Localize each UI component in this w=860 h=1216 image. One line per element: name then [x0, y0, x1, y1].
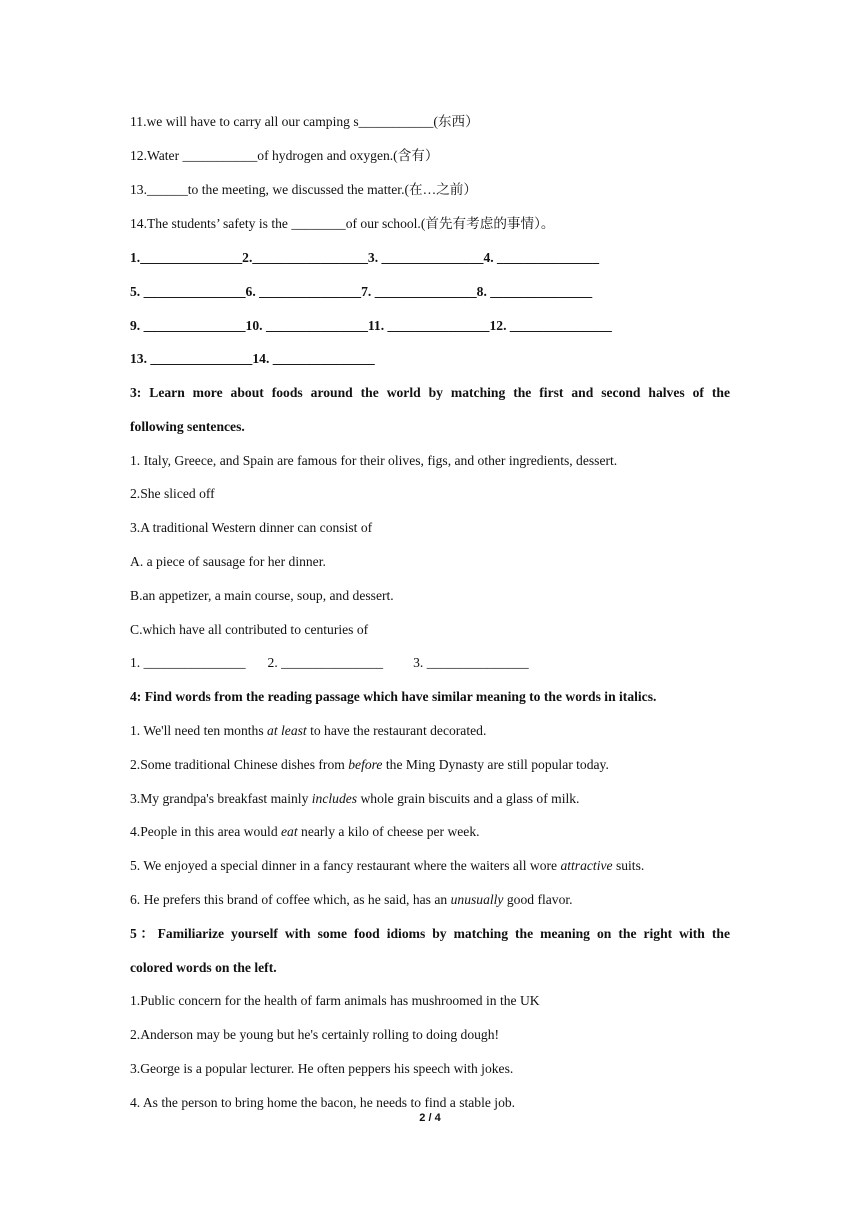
italic-word: before — [348, 757, 383, 772]
section-5-item: 2.Anderson may be young but he's certainly rolling to doing dough! — [130, 1027, 500, 1042]
section-5-instruction-cont: colored words on the left. — [130, 960, 277, 975]
section-3-option: B.an appetizer, a main course, soup, and dessert. — [130, 588, 394, 603]
section-4-item: 1. We'll need ten months at least to have the restaurant decorated. — [130, 723, 487, 738]
section-3-option: C.which have all contributed to centuries of — [130, 622, 369, 637]
section-4-item: 2.Some traditional Chinese dishes from before the Ming Dynasty are still popular today. — [130, 757, 609, 772]
section-4-item: 4.People in this area would eat nearly a kilo of cheese per week. — [130, 824, 480, 839]
section-5-item: 3.George is a popular lecturer. He often peppers his speech with jokes. — [130, 1061, 514, 1076]
italic-word: unusually — [450, 892, 504, 907]
italic-word: attractive — [560, 858, 613, 873]
section-4-item: 5. We enjoyed a special dinner in a fancy restaurant where the waiters all wore attractive suits. — [130, 858, 645, 873]
answer-line-9-12: 9. _______________10. _______________11. _______________12. _______________ — [130, 318, 612, 333]
italic-word: at least — [267, 723, 307, 738]
vocab-sentence-12: 12.Water ___________of hydrogen and oxygen.(含有） — [130, 148, 439, 163]
section-4-instruction: 4: Find words from the reading passage which have similar meaning to the words in italics. — [130, 689, 657, 704]
section-5-item: 1.Public concern for the health of farm animals has mushroomed in the UK — [130, 993, 540, 1008]
section-3-item: 3.A traditional Western dinner can consist of — [130, 520, 373, 535]
section-3-instruction: 3: Learn more about foods around the world by matching the first and second halves of the — [130, 385, 730, 400]
section-3-instruction-cont: following sentences. — [130, 419, 245, 434]
section-3-item: 1. Italy, Greece, and Spain are famous for their olives, figs, and other ingredients, dessert. — [130, 453, 618, 468]
section-4-item: 3.My grandpa's breakfast mainly includes whole grain biscuits and a glass of milk. — [130, 791, 580, 806]
section-3-item: 2.She sliced off — [130, 486, 215, 501]
answer-line-1-4: 1._______________2._________________3. _______________4. _______________ — [130, 250, 599, 265]
vocab-sentence-11: 11.we will have to carry all our camping s___________(东西） — [130, 114, 479, 129]
italic-word: includes — [311, 791, 358, 806]
page-number: 2 / 4 — [419, 1112, 441, 1124]
vocab-sentence-13: 13.______to the meeting, we discussed the matter.(在…之前） — [130, 182, 477, 197]
vocab-sentence-14: 14.The students’ safety is the ________of our school.(首先有考虑的事情）。 — [130, 216, 555, 231]
section-5-instruction: 5：Familiarize yourself with some food idioms by matching the meaning on the right with the — [130, 926, 730, 941]
italic-word: eat — [281, 824, 298, 839]
answer-line-5-8: 5. _______________6. _______________7. _______________8. _______________ — [130, 284, 593, 299]
section-4-item: 6. He prefers this brand of coffee which, as he said, has an unusually good flavor. — [130, 892, 573, 907]
answer-line-13-14: 13. _______________14. _______________ — [130, 351, 375, 366]
section-3-option: A. a piece of sausage for her dinner. — [130, 554, 326, 569]
section-5-item: 4. As the person to bring home the bacon, he needs to find a stable job. — [130, 1095, 516, 1110]
answer-blank-2: 2. _______________ — [267, 655, 384, 670]
answer-blank-3: 3. _______________ — [413, 655, 529, 670]
answer-blank-1: 1. _______________ — [130, 655, 246, 670]
section-3-answers — [130, 654, 529, 672]
